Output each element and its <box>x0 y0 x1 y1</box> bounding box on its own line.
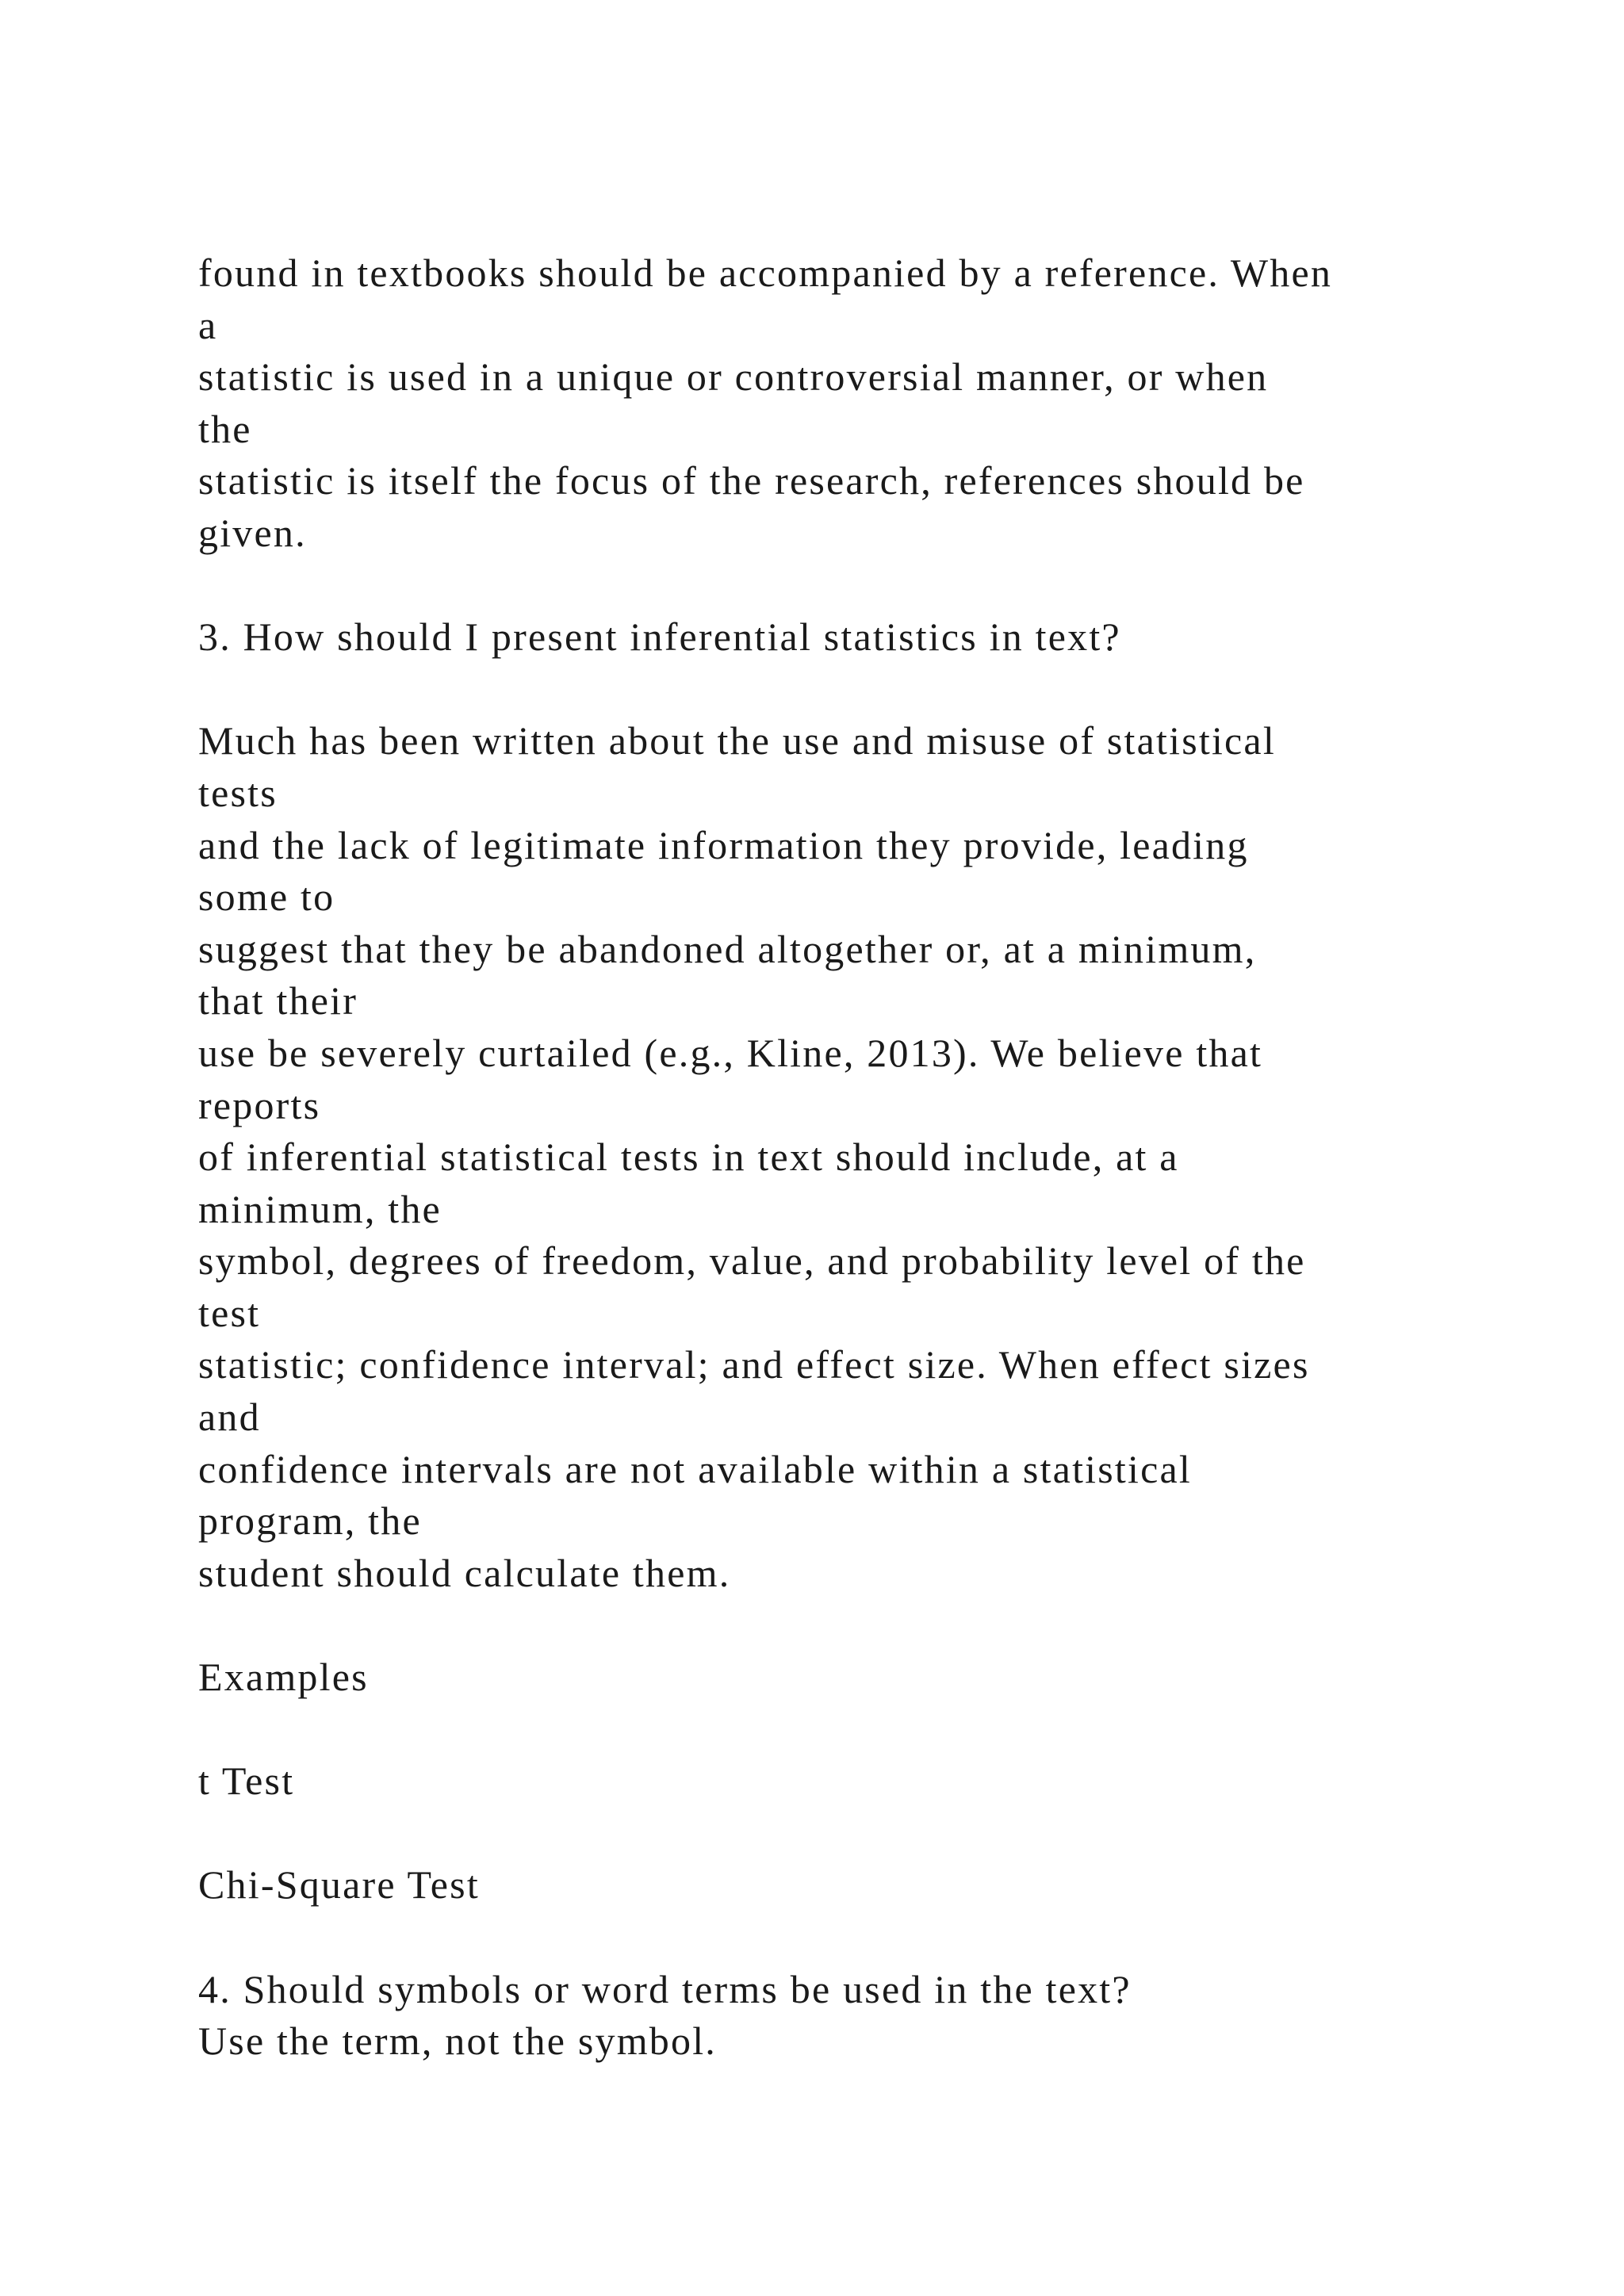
text-line: Use the term, not the symbol. <box>198 2019 717 2064</box>
text-line: and <box>198 1395 261 1440</box>
text-line: symbol, degrees of freedom, value, and probability level of the <box>198 1238 1306 1284</box>
example-chi-square-test: Chi-Square Test <box>198 1862 480 1908</box>
text-line: reports <box>198 1082 321 1127</box>
section-heading-4: 4. Should symbols or word terms be used in the text? <box>198 1966 1132 2011</box>
blank-line <box>198 664 1546 716</box>
text-line: tests <box>198 770 278 815</box>
text-line: minimum, the <box>198 1186 442 1231</box>
blank-line <box>198 1911 1546 1964</box>
text-line: and the lack of legitimate information they provide, leading <box>198 822 1249 867</box>
blank-line <box>198 1599 1546 1651</box>
text-line: student should calculate them. <box>198 1550 731 1595</box>
examples-heading: Examples <box>198 1655 369 1700</box>
text-line: use be severely curtailed (e.g., Kline, 2013). We believe that <box>198 1030 1263 1075</box>
text-line: statistic is used in a unique or controversial manner, or when <box>198 354 1269 400</box>
text-line: test <box>198 1290 261 1335</box>
text-line: statistic is itself the focus of the research, references should be <box>198 458 1305 503</box>
text-line: suggest that they be abandoned altogether or, at a minimum, <box>198 926 1257 971</box>
text-line: of inferential statistical tests in text should include, at a <box>198 1135 1179 1180</box>
text-line: found in textbooks should be accompanied by a reference. When <box>198 251 1333 295</box>
text-line: given. <box>198 510 307 555</box>
blank-line <box>198 1808 1546 1860</box>
text-line: the <box>198 406 252 451</box>
text-line: some to <box>198 874 335 920</box>
text-line: statistic; confidence interval; and effect size. When effect sizes <box>198 1342 1310 1387</box>
text-line: a <box>198 302 218 347</box>
example-t-test: t Test <box>198 1758 295 1804</box>
text-line: that their <box>198 978 358 1024</box>
text-line: confidence intervals are not available within a statistical <box>198 1446 1192 1491</box>
blank-line <box>198 1704 1546 1756</box>
section-heading-3: 3. How should I present inferential statistics in text? <box>198 614 1121 660</box>
blank-line <box>198 560 1546 612</box>
text-line: Much has been written about the use and misuse of statistical <box>198 718 1276 763</box>
document-body <box>198 247 1546 2068</box>
text-line: program, the <box>198 1498 422 1544</box>
